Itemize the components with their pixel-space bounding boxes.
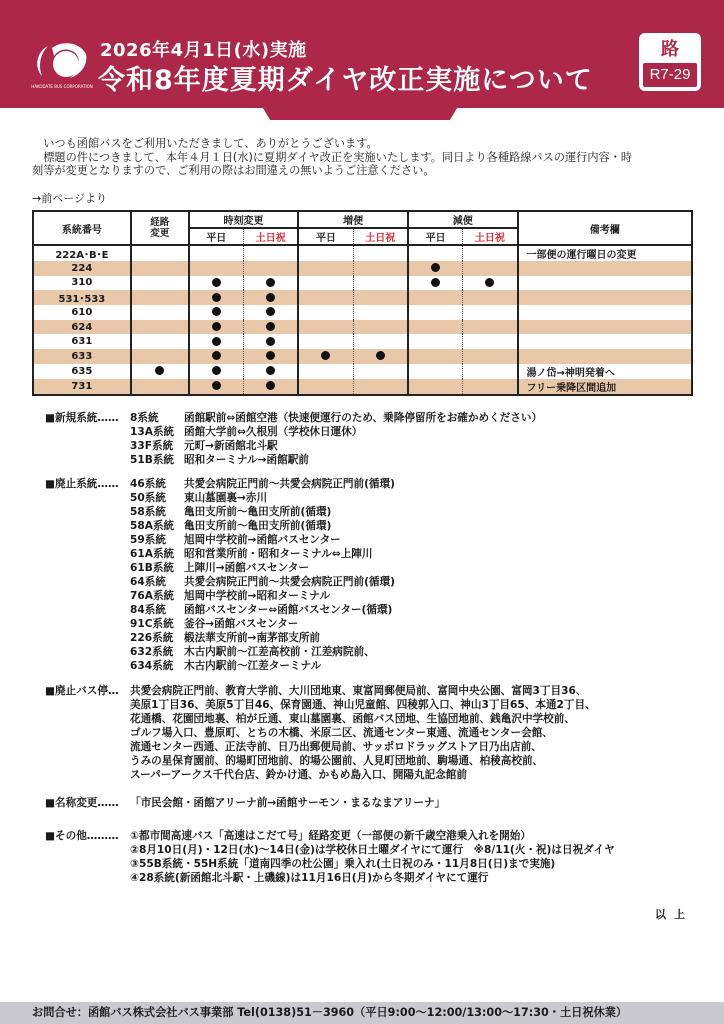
badge-number: R7-29: [643, 63, 697, 87]
route-number-cell: 531･533: [33, 290, 131, 305]
route-description: 共愛会病院正門前～共愛会病院正門前(循環): [184, 478, 395, 490]
continued-from-previous: →前ページより: [32, 192, 107, 205]
stop-list-line: 共愛会病院正門前、教育大学前、大川団地東、東富岡郵便局前、富岡中央公園、富岡3丁目36、: [130, 685, 587, 697]
table-row: [33, 364, 692, 379]
inc-wd-cell: [298, 290, 353, 305]
route-description: 共愛会病院正門前～共愛会病院正門前(循環): [184, 576, 395, 588]
remarks-cell: 湯ノ岱→神明発着へ: [518, 364, 692, 379]
inc-hol-cell: [353, 305, 408, 320]
bullet-mark-icon: [212, 381, 221, 390]
route-number: 13A系統: [130, 426, 175, 438]
dec-wd-cell: [408, 276, 463, 291]
route-number: 61A系統: [130, 548, 175, 560]
bullet-mark-icon: [212, 293, 221, 302]
inc-hol-cell: [353, 290, 408, 305]
list-item: [45, 603, 395, 617]
inc-wd-cell: [298, 245, 353, 261]
bullet-mark-icon: [212, 278, 221, 287]
abolished-stops-section: [45, 684, 596, 782]
bullet-mark-icon: [212, 307, 221, 316]
time-hol-cell: [243, 364, 298, 379]
route-number: 58系統: [130, 506, 166, 518]
remarks-cell: [518, 334, 692, 349]
table-row: [33, 276, 692, 291]
list-item: [45, 659, 395, 673]
time-wd-cell: [189, 276, 244, 291]
header-weekday: 平日: [408, 228, 463, 245]
intro-line: いつも函館バスをご利用いただきまして、ありがとうございます。: [32, 137, 378, 150]
route-change-cell: [131, 379, 189, 395]
header-route-number: 系統番号: [33, 211, 131, 245]
inc-wd-cell: [298, 364, 353, 379]
new-routes-section: [45, 411, 542, 467]
dec-hol-cell: [463, 290, 518, 305]
indent-spacer: [45, 439, 130, 453]
other-item: ③55B系統・55H系統「道南四季の杜公園」乗入れ(土日祝のみ・11月8日(日)まで実施): [130, 858, 556, 870]
list-item: [45, 575, 395, 589]
abolished-stops-label: ■廃止バス停…: [45, 685, 119, 697]
route-number: 33F系統: [130, 440, 174, 452]
bullet-mark-icon: [376, 351, 385, 360]
list-item: [45, 561, 395, 575]
bullet-mark-icon: [266, 381, 275, 390]
time-wd-cell: [189, 320, 244, 335]
time-wd-cell: [189, 364, 244, 379]
list-item: [45, 491, 395, 505]
dec-wd-cell: [408, 379, 463, 395]
time-hol-cell: [243, 379, 298, 395]
indent-spacer: [45, 519, 130, 533]
dec-wd-cell: [408, 290, 463, 305]
route-number: 51B系統: [130, 454, 175, 466]
dec-hol-cell: [463, 245, 518, 261]
list-item: [45, 533, 395, 547]
dec-wd-cell: [408, 334, 463, 349]
header-time-change: 時刻変更: [189, 211, 299, 228]
time-wd-cell: [189, 305, 244, 320]
bullet-mark-icon: [266, 366, 275, 375]
route-number: 84系統: [130, 604, 166, 616]
name-change-text: 「市民会館・函館アリーナ前→函館サーモン・まるなまアリーナ」: [130, 797, 446, 809]
stop-list-line: 花通橋、花園団地裏、柏が丘通、東山墓園裏、函館バス団地、生協団地前、銭亀沢中学校前、: [130, 713, 575, 725]
time-wd-cell: [189, 334, 244, 349]
list-item: [45, 645, 395, 659]
dec-hol-cell: [463, 364, 518, 379]
inc-hol-cell: [353, 245, 408, 261]
remarks-cell: フリー乗降区間追加: [518, 379, 692, 395]
bullet-mark-icon: [266, 337, 275, 346]
header-increase: 増便: [298, 211, 408, 228]
dec-wd-cell: [408, 261, 463, 276]
list-item: [45, 617, 395, 631]
dec-wd-cell: [408, 364, 463, 379]
header-weekday: 平日: [189, 228, 244, 245]
remarks-cell: [518, 290, 692, 305]
stop-list-line: 美原1丁目36、美原5丁目46、保育園通、神山児童館、四稜郭入口、神山3丁目65、本通2丁目、: [130, 699, 596, 711]
bullet-mark-icon: [431, 278, 440, 287]
indent-spacer: [45, 561, 130, 575]
route-number-cell: 631: [33, 334, 131, 349]
dec-hol-cell: [463, 305, 518, 320]
route-number: 46系統: [130, 478, 166, 490]
bullet-mark-icon: [212, 337, 221, 346]
list-item: [45, 439, 542, 453]
route-change-cell: [131, 364, 189, 379]
bullet-mark-icon: [266, 351, 275, 360]
bullet-mark-icon: [266, 322, 275, 331]
route-number-cell: 310: [33, 276, 131, 291]
table-row: [33, 379, 692, 395]
intro-line: 刻等が変更となりますので、ご利用の際はお間違えの無いようご注意ください。: [32, 164, 435, 177]
table-row: [33, 334, 692, 349]
bullet-mark-icon: [321, 351, 330, 360]
badge-category: 路: [661, 39, 679, 60]
other-item: ②8月10日(月)・12日(水)～14日(金)は学校休日土曜ダイヤにて運行 ※8/11(火・祝)は日祝ダイヤ: [130, 844, 615, 856]
indent-spacer: [45, 617, 130, 631]
route-description: 元町→新函館北斗駅: [184, 440, 278, 452]
indent-spacer: [45, 491, 130, 505]
bullet-mark-icon: [212, 351, 221, 360]
table-row: [33, 261, 692, 276]
inc-hol-cell: [353, 349, 408, 364]
name-change-section: [45, 796, 445, 810]
route-description: 旭岡中学校前→昭和ターミナル: [184, 590, 331, 602]
route-change-cell: [131, 349, 189, 364]
bullet-mark-icon: [212, 366, 221, 375]
inc-wd-cell: [298, 261, 353, 276]
remarks-cell: [518, 261, 692, 276]
effective-date: 2026年4月1日(水)実施: [100, 40, 307, 61]
dec-wd-cell: [408, 349, 463, 364]
inc-wd-cell: [298, 334, 353, 349]
remarks-cell: [518, 305, 692, 320]
time-wd-cell: [189, 245, 244, 261]
time-hol-cell: [243, 349, 298, 364]
inc-wd-cell: [298, 305, 353, 320]
time-wd-cell: [189, 261, 244, 276]
header-holiday: 土日祝: [353, 228, 408, 245]
route-description: 釜谷→函館バスセンター: [184, 618, 299, 630]
time-hol-cell: [243, 261, 298, 276]
logo-text: HAKODATE BUS CORPORATION: [31, 84, 93, 89]
inc-hol-cell: [353, 364, 408, 379]
indent-spacer: [45, 575, 130, 589]
dec-hol-cell: [463, 349, 518, 364]
dec-wd-cell: [408, 320, 463, 335]
others-label: ■その他………: [45, 830, 119, 842]
notice-badge: [639, 33, 701, 91]
inc-hol-cell: [353, 334, 408, 349]
time-hol-cell: [243, 290, 298, 305]
route-description: 椴法華支所前→南茅部支所前: [184, 632, 321, 644]
bullet-mark-icon: [266, 293, 275, 302]
route-description: 昭和営業所前・昭和ターミナル⇔上陣川: [184, 548, 373, 560]
table-row: [33, 349, 692, 364]
list-item: [45, 425, 542, 439]
route-number: 61B系統: [130, 562, 175, 574]
header-route-change: 経路変更: [131, 211, 189, 245]
list-item: [45, 631, 395, 645]
dec-hol-cell: [463, 261, 518, 276]
bullet-mark-icon: [266, 307, 275, 316]
route-change-cell: [131, 261, 189, 276]
indent-spacer: [45, 659, 130, 673]
route-change-cell: [131, 245, 189, 261]
remarks-cell: [518, 276, 692, 291]
indent-spacer: [45, 547, 130, 561]
route-change-cell: [131, 320, 189, 335]
intro-line: 標題の件につきまして、本年４月１日(水)に夏期ダイヤ改正を実施いたします。同日より各種路線バスの運行内容・時: [32, 150, 633, 164]
time-hol-cell: [243, 320, 298, 335]
table-row: [33, 290, 692, 305]
list-item: [45, 453, 542, 467]
indent-spacer: [45, 453, 130, 467]
route-number-cell: 222A･B･E: [33, 245, 131, 261]
list-item: [45, 477, 395, 491]
route-description: 木古内駅前～江差高校前・江差病院前、: [184, 646, 375, 658]
schedule-table-body: [33, 245, 692, 395]
route-change-cell: [131, 290, 189, 305]
remarks-cell: [518, 320, 692, 335]
time-wd-cell: [189, 379, 244, 395]
route-number-cell: 633: [33, 349, 131, 364]
time-wd-cell: [189, 349, 244, 364]
indent-spacer: [45, 631, 130, 645]
route-number-cell: 731: [33, 379, 131, 395]
remarks-cell: 一部便の運行曜日の変更: [518, 245, 692, 261]
route-number: 8系統: [130, 412, 159, 424]
indent-spacer: [45, 533, 130, 547]
route-description: 東山墓園裏→赤川: [184, 492, 268, 504]
stop-list-line: うみの星保育園前、的場町団地前、的場公園前、人見町団地前、駒場通、柏稜高校前、: [130, 755, 544, 767]
intro-text: [32, 137, 672, 178]
route-description: 昭和ターミナル→函館駅前: [184, 454, 309, 466]
bullet-mark-icon: [266, 278, 275, 287]
time-hol-cell: [243, 245, 298, 261]
indent-spacer: [45, 589, 130, 603]
indent-spacer: [45, 425, 130, 439]
dec-hol-cell: [463, 320, 518, 335]
inc-wd-cell: [298, 276, 353, 291]
header-remarks: 備考欄: [518, 211, 692, 245]
header-holiday: 土日祝: [243, 228, 298, 245]
header-tab-shape: [258, 100, 462, 120]
dec-wd-cell: [408, 305, 463, 320]
others-section: [45, 829, 615, 885]
time-hol-cell: [243, 334, 298, 349]
header-weekday: 平日: [298, 228, 353, 245]
route-number: 59系統: [130, 534, 166, 546]
abolished-routes-section: [45, 477, 395, 673]
bullet-mark-icon: [212, 322, 221, 331]
header-holiday: 土日祝: [463, 228, 518, 245]
name-change-label: ■名称変更……: [45, 797, 119, 809]
route-number-cell: 635: [33, 364, 131, 379]
company-logo: [28, 38, 96, 94]
inc-hol-cell: [353, 379, 408, 395]
route-number: 632系統: [130, 646, 174, 658]
other-item: ④28系統(新函館北斗駅・上磯線)は11月16日(月)から冬期ダイヤにて運行: [130, 872, 489, 884]
route-number: 91C系統: [130, 618, 174, 630]
indent-spacer: [45, 505, 130, 519]
route-number: 226系統: [130, 632, 174, 644]
route-number-cell: 224: [33, 261, 131, 276]
time-hol-cell: [243, 276, 298, 291]
inc-hol-cell: [353, 320, 408, 335]
route-change-cell: [131, 305, 189, 320]
inc-wd-cell: [298, 379, 353, 395]
dec-hol-cell: [463, 276, 518, 291]
page-title: 令和8年度夏期ダイヤ改正実施について: [98, 65, 593, 96]
section-label: ■新規系統……: [45, 412, 119, 424]
bullet-mark-icon: [485, 278, 494, 287]
dec-hol-cell: [463, 379, 518, 395]
stop-list-line: スーパーアークス千代台店、鈴かけ通、かもめ島入口、開陽丸記念館前: [130, 769, 467, 781]
route-number: 58A系統: [130, 520, 175, 532]
route-number-cell: 624: [33, 320, 131, 335]
route-description: 亀田支所前～亀田支所前(循環): [184, 520, 332, 532]
dec-hol-cell: [463, 334, 518, 349]
list-item: [45, 519, 395, 533]
route-description: 木古内駅前～江差ターミナル: [184, 660, 322, 672]
route-number: 64系統: [130, 576, 166, 588]
inc-wd-cell: [298, 320, 353, 335]
bullet-mark-icon: [431, 263, 440, 272]
inc-hol-cell: [353, 276, 408, 291]
bullet-mark-icon: [155, 366, 164, 375]
route-description: 函館バスセンター⇔函館バスセンター(循環): [184, 604, 393, 616]
table-row: [33, 245, 692, 261]
table-row: [33, 320, 692, 335]
route-number-cell: 610: [33, 305, 131, 320]
route-number: 76A系統: [130, 590, 175, 602]
contact-footer: お問合せ：函館バス株式会社バス事業部 Tel(0138)51－3960（平日9:00～12:00/13:00～17:30・土日祝休業）: [0, 1002, 724, 1024]
stop-list-line: 流通センター西通、正法寺前、日乃出郵便局前、サッポロドラッグストア日乃出店前、: [130, 741, 542, 753]
route-description: 函館駅前⇔函館空港（快速便運行のため、乗降停留所をお確かめください）: [184, 412, 543, 424]
schedule-change-table: [32, 210, 693, 396]
inc-hol-cell: [353, 261, 408, 276]
route-number: 634系統: [130, 660, 174, 672]
time-hol-cell: [243, 305, 298, 320]
route-number: 50系統: [130, 492, 166, 504]
inc-wd-cell: [298, 349, 353, 364]
table-row: [33, 305, 692, 320]
route-description: 旭岡中学校前→函館バスセンター: [184, 534, 341, 546]
list-item: [45, 589, 395, 603]
list-item: [45, 411, 542, 425]
list-item: [45, 505, 395, 519]
dec-wd-cell: [408, 245, 463, 261]
end-mark: 以上: [655, 908, 693, 921]
header-decrease: 減便: [408, 211, 518, 228]
section-label: ■廃止系統……: [45, 478, 119, 490]
list-item: [45, 547, 395, 561]
other-item: ①都市間高速バス「高速はこだて号」経路変更（一部便の新千歳空港乗入れを開始）: [130, 830, 531, 842]
indent-spacer: [45, 645, 130, 659]
stop-list-line: ゴルフ場入口、豊原町、とちの木橋、米原二区、流通センター東通、流通センター会館、: [130, 727, 553, 739]
route-description: 上陣川→函館バスセンター: [184, 562, 309, 574]
time-wd-cell: [189, 290, 244, 305]
indent-spacer: [45, 603, 130, 617]
route-description: 亀田支所前～亀田支所前(循環): [184, 506, 332, 518]
route-change-cell: [131, 334, 189, 349]
route-change-cell: [131, 276, 189, 291]
remarks-cell: [518, 349, 692, 364]
route-description: 函館大学前⇔久根別（学校休日運休）: [184, 426, 363, 438]
